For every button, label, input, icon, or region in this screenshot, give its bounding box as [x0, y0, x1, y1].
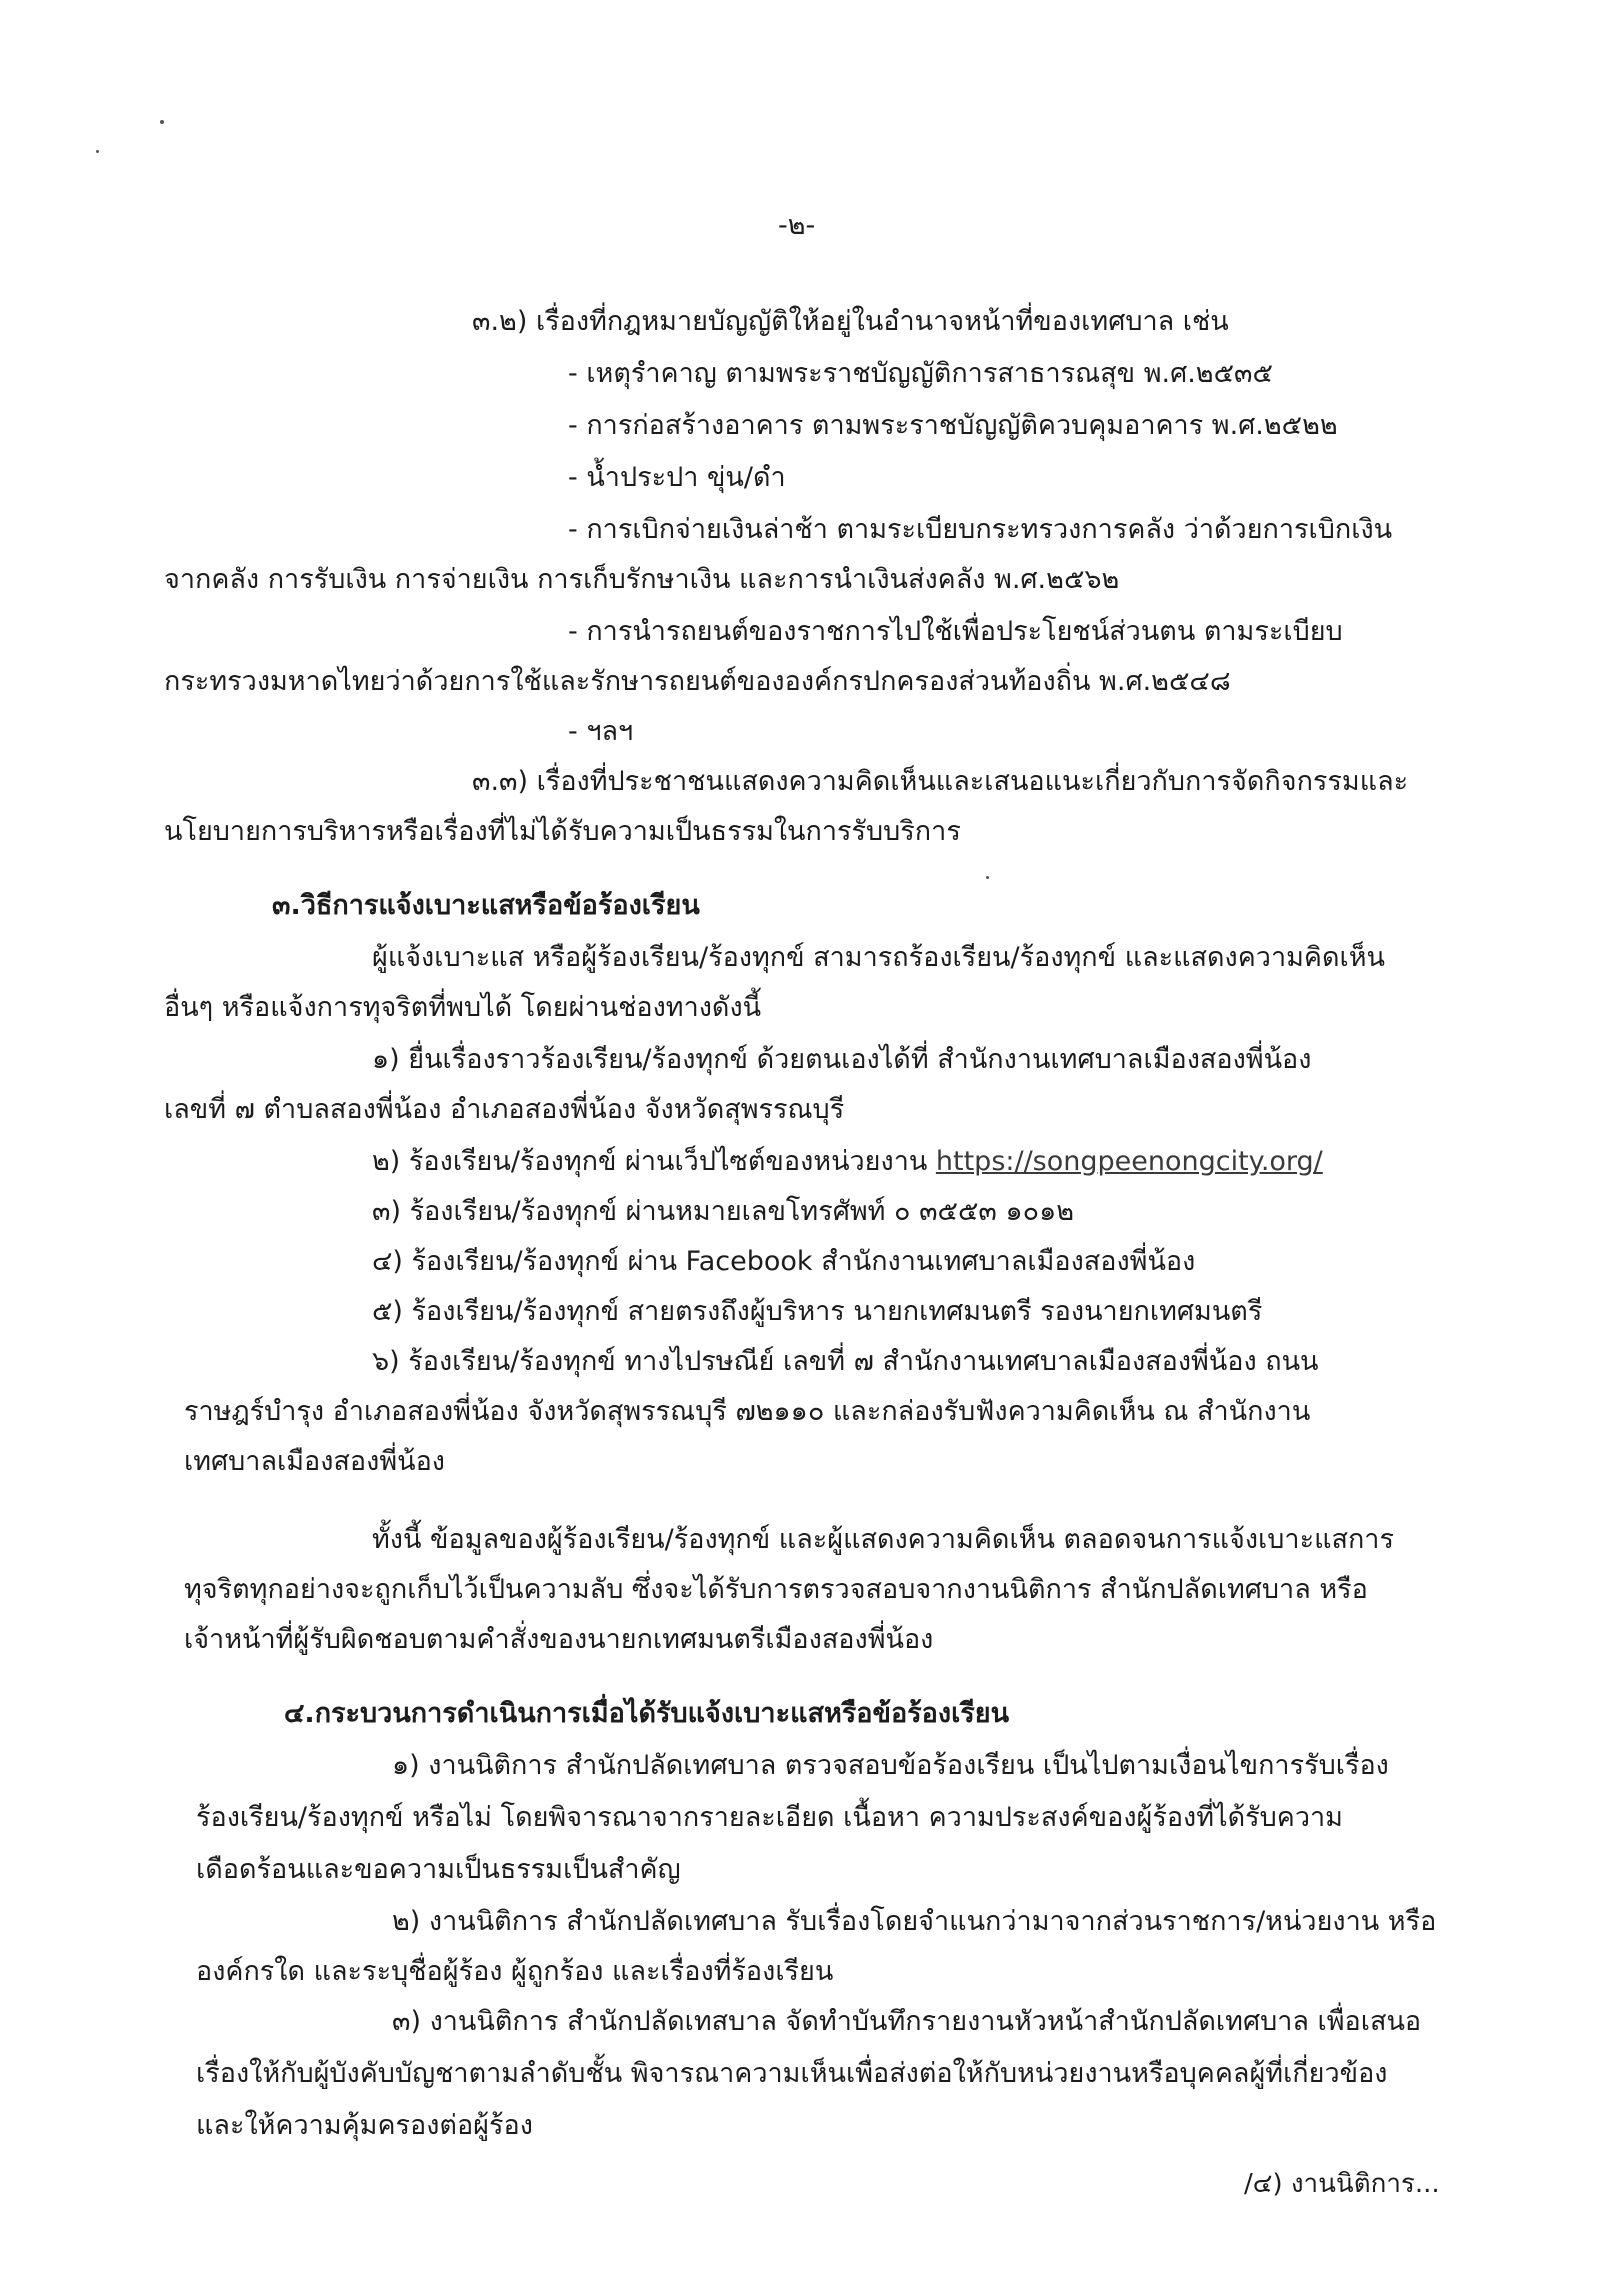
- section-3-3-text: ๓.๓) เรื่องที่ประชาชนแสดงความคิดเห็นและเสนอแนะเกี่ยวกับการจัดกิจกรรมและ: [472, 766, 1409, 797]
- channel-6-cont: ราษฎร์บำรุง อำเภอสองพี่น้อง จังหวัดสุพรรณบุรี ๗๒๑๑๐ และกล่องรับฟังความคิดเห็น ณ สำนักงาน: [184, 1396, 1311, 1427]
- channel-5: ๕) ร้องเรียน/ร้องทุกข์ สายตรงถึงผู้บริหาร นายกเทศมนตรี รองนายกเทศมนตรี: [372, 1296, 1263, 1327]
- website-link[interactable]: https://songpeenongcity.org/: [935, 1146, 1323, 1177]
- channel-2: [372, 1144, 1323, 1180]
- channel-4: ๔) ร้องเรียน/ร้องทุกข์ ผ่าน Facebook สำนักงานเทศบาลเมืองสองพี่น้อง: [372, 1246, 1196, 1277]
- channel-6-cont: เทศบาลเมืองสองพี่น้อง: [184, 1446, 445, 1477]
- process-step-3: ๓) งานนิติการ สำนักปลัดเทสบาล จัดทำบันทึกรายงานหัวหน้าสำนักปลัดเทศบาล เพื่อเสนอ: [392, 2006, 1422, 2037]
- section-3-2-item: - การเบิกจ่ายเงินล่าช้า ตามระเบียบกระทรวงการคลัง ว่าด้วยการเบิกเงิน: [568, 514, 1393, 545]
- continuation-marker: /๔) งานนิติการ...: [1244, 2169, 1440, 2199]
- channel-1-cont: เลขที่ ๗ ตำบลสองพี่น้อง อำเภอสองพี่น้อง จังหวัดสุพรรณบุรี: [164, 1094, 845, 1125]
- process-step-3-cont: เรื่องให้กับผู้บังคับบัญชาตามลำดับชั้น พิจารณาความเห็นเพื่อส่งต่อให้กับหน่วยงานหรือบุคคลผู้ที่เกี่ยวข้อง: [196, 2058, 1388, 2089]
- page-number: -๒-: [778, 210, 816, 241]
- section-3-2-item: - เหตุรำคาญ ตามพระราชบัญญัติการสาธารณสุข พ.ศ.๒๕๓๕: [568, 358, 1273, 389]
- privacy-note: ทุจริตทุกอย่างจะถูกเก็บไว้เป็นความลับ ซึ่งจะได้รับการตรวจสอบจากงานนิติการ สำนักปลัดเทศบาล หรือ: [184, 1574, 1368, 1605]
- section-3-2-item: - การก่อสร้างอาคาร ตามพระราชบัญญัติควบคุมอาคาร พ.ศ.๒๕๒๒: [568, 410, 1338, 441]
- process-step-2: ๒) งานนิติการ สำนักปลัดเทศบาล รับเรื่องโดยจำแนกว่ามาจากส่วนราชการ/หน่วยงาน หรือ: [392, 1906, 1437, 1937]
- section-3-3-text: นโยบายการบริหารหรือเรื่องที่ไม่ได้รับความเป็นธรรมในการรับบริการ: [164, 816, 961, 847]
- process-step-1-cont: เดือดร้อนและขอความเป็นธรรมเป็นสำคัญ: [196, 1854, 681, 1885]
- scan-speck: [986, 876, 989, 879]
- process-step-1: ๑) งานนิติการ สำนักปลัดเทศบาล ตรวจสอบข้อร้องเรียน เป็นไปตามเงื่อนไขการรับเรื่อง: [392, 1750, 1389, 1781]
- channel-3: ๓) ร้องเรียน/ร้องทุกข์ ผ่านหมายเลขโทรศัพท์ ๐ ๓๕๕๓ ๑๐๑๒: [372, 1196, 1075, 1227]
- channel-6: ๖) ร้องเรียน/ร้องทุกข์ ทางไปรษณีย์ เลขที่ ๗ สำนักงานเทศบาลเมืองสองพี่น้อง ถนน: [372, 1346, 1319, 1377]
- process-step-1-cont: ร้องเรียน/ร้องทุกข์ หรือไม่ โดยพิจารณาจากรายละเอียด เนื้อหา ความประสงค์ของผู้ร้องที่ได้รับความ: [196, 1802, 1343, 1833]
- scan-speck: [160, 120, 164, 124]
- channel-1: ๑) ยื่นเรื่องราวร้องเรียน/ร้องทุกข์ ด้วยตนเองได้ที่ สำนักงานเทศบาลเมืองสองพี่น้อง: [372, 1044, 1312, 1075]
- section-3-2-item: - ฯลฯ: [568, 716, 634, 747]
- section-3-heading: ๓.วิธีการแจ้งเบาะแสหรือข้อร้องเรียน: [272, 890, 700, 921]
- section-3-2-item-cont: จากคลัง การรับเงิน การจ่ายเงิน การเก็บรักษาเงิน และการนำเงินส่งคลัง พ.ศ.๒๕๖๒: [164, 564, 1120, 595]
- section-3-2-item-cont: กระทรวงมหาดไทยว่าด้วยการใช้และรักษารถยนต์ขององค์กรปกครองส่วนท้องถิ่น พ.ศ.๒๕๔๘: [164, 666, 1231, 697]
- scan-speck: [96, 150, 99, 153]
- section-4-heading: ๔.กระบวนการดำเนินการเมื่อได้รับแจ้งเบาะแสหรือข้อร้องเรียน: [284, 1698, 1010, 1729]
- channel-2-text: ๒) ร้องเรียน/ร้องทุกข์ ผ่านเว็ปไซต์ของหน่วยงาน: [372, 1146, 936, 1177]
- section-3-intro: อื่นๆ หรือแจ้งการทุจริตที่พบได้ โดยผ่านช่องทางดังนี้: [164, 992, 762, 1023]
- section-3-2-heading: ๓.๒) เรื่องที่กฎหมายบัญญัติให้อยู่ในอำนาจหน้าที่ของเทศบาล เช่น: [472, 306, 1229, 337]
- section-3-2-item: - น้ำประปา ขุ่น/ดำ: [568, 462, 786, 493]
- section-3-intro: ผู้แจ้งเบาะแส หรือผู้ร้องเรียน/ร้องทุกข์ สามารถร้องเรียน/ร้องทุกข์ และแสดงความคิดเห็น: [372, 942, 1386, 973]
- process-step-3-cont: และให้ความคุ้มครองต่อผู้ร้อง: [196, 2110, 533, 2141]
- process-step-2-cont: องค์กรใด และระบุชื่อผู้ร้อง ผู้ถูกร้อง และเรื่องที่ร้องเรียน: [196, 1956, 834, 1987]
- privacy-note: เจ้าหน้าที่ผู้รับผิดชอบตามคำสั่งของนายกเทศมนตรีเมืองสองพี่น้อง: [184, 1624, 934, 1655]
- section-3-2-item: - การนำรถยนต์ของราชการไปใช้เพื่อประโยชน์ส่วนตน ตามระเบียบ: [568, 616, 1343, 647]
- privacy-note: ทั้งนี้ ข้อมูลของผู้ร้องเรียน/ร้องทุกข์ และผู้แสดงความคิดเห็น ตลอดจนการแจ้งเบาะแสการ: [372, 1524, 1394, 1555]
